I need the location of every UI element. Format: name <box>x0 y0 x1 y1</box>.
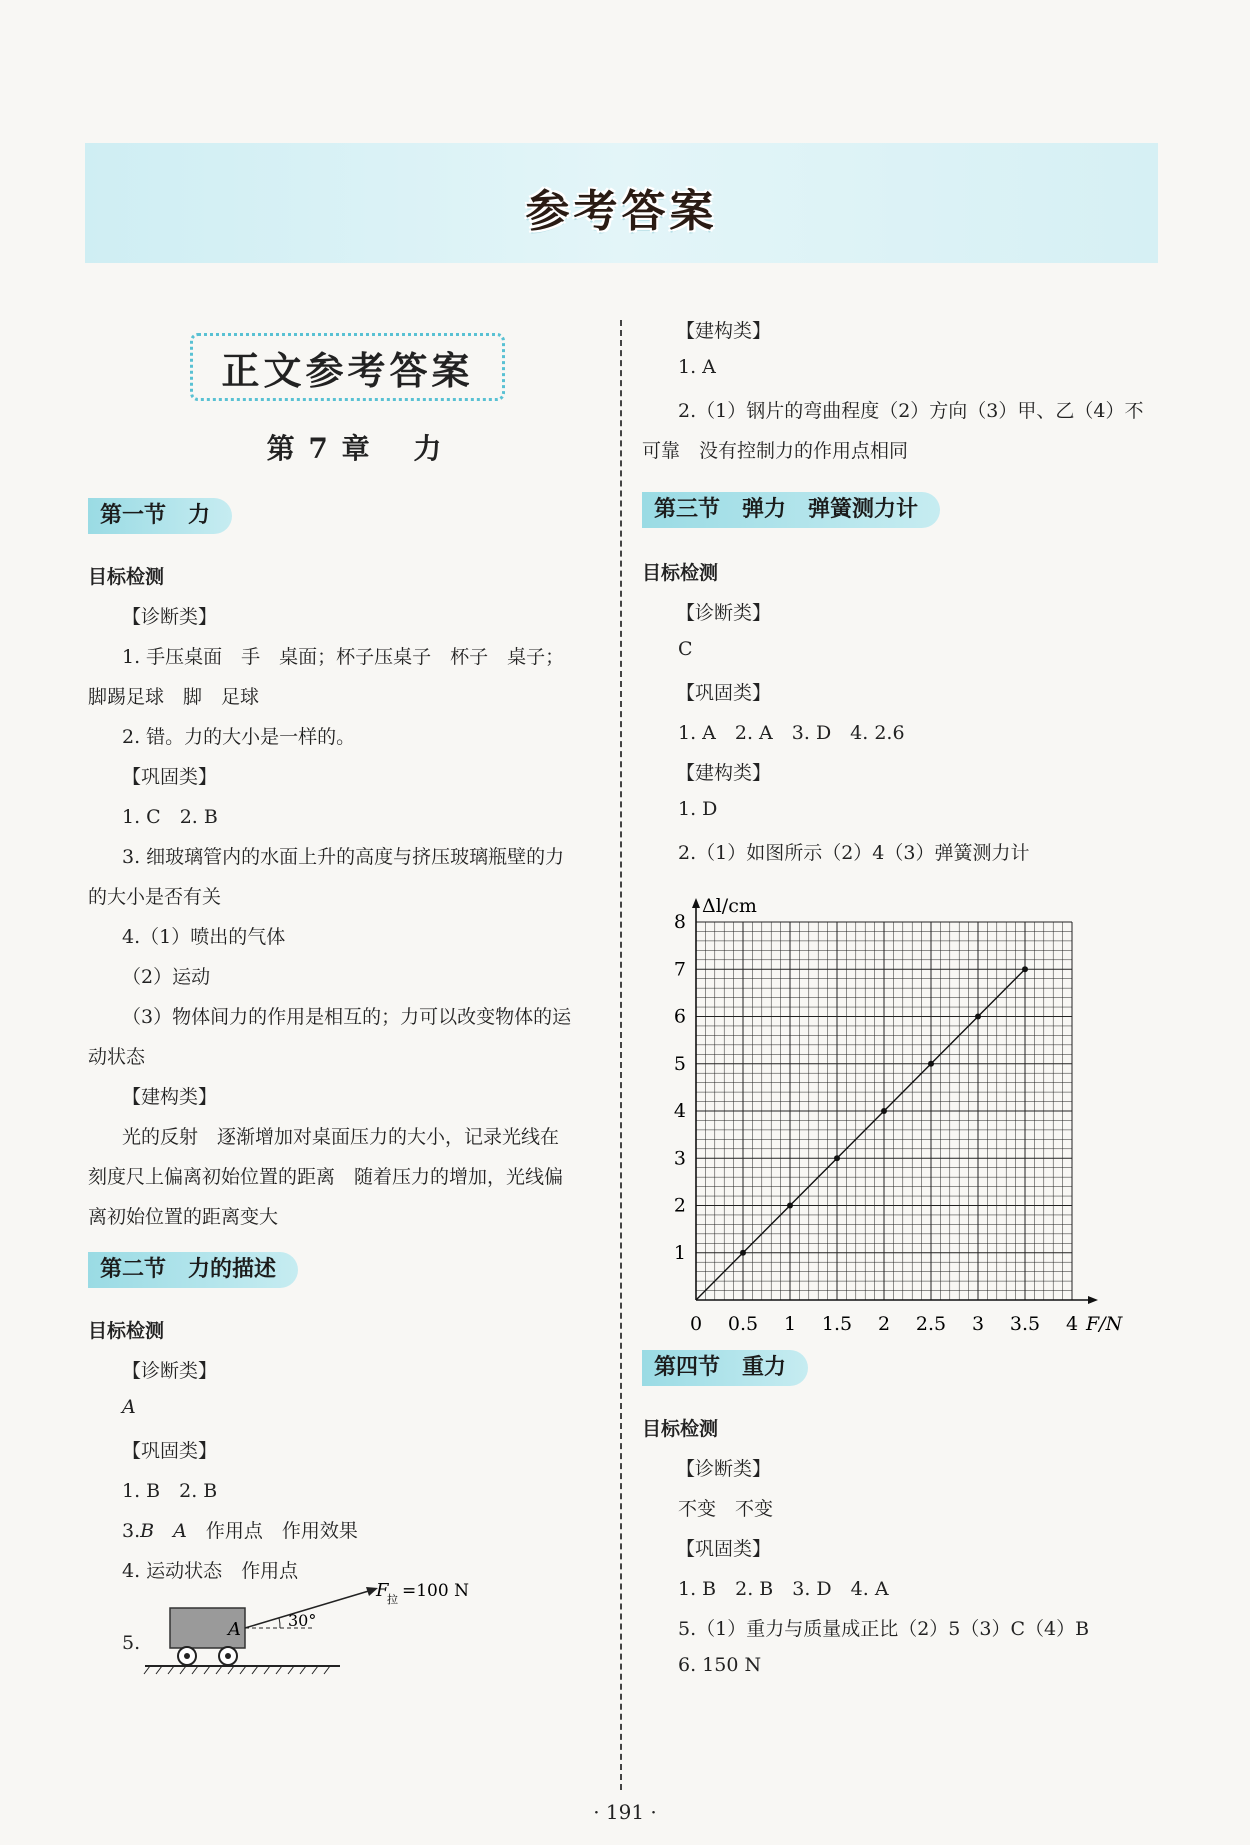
s3-diag-label: 【诊断类】 <box>676 602 772 624</box>
s2-c3-b: B <box>140 1520 155 1542</box>
s2b-b2b: 可靠 没有控制力的作用点相同 <box>642 440 909 462</box>
s1-b3: 离初始位置的距离变大 <box>88 1206 279 1228</box>
s2-c3-a: A <box>173 1520 187 1542</box>
s2-cons-label: 【巩固类】 <box>122 1440 218 1462</box>
s3-build-label: 【建构类】 <box>676 762 772 784</box>
s4-c1: 1. B 2. B 3. D 4. A <box>678 1578 889 1600</box>
x-axis-label: F/N <box>1086 1313 1123 1335</box>
s3-subheading: 目标检测 <box>642 562 719 584</box>
data-point <box>1022 966 1028 972</box>
section-heading-3: 第三节 弹力 弹簧测力计 <box>642 492 940 528</box>
s4-subheading: 目标检测 <box>642 1418 719 1440</box>
s2b-b1: 1. A <box>678 356 716 378</box>
data-point <box>881 1108 887 1114</box>
series-line <box>696 969 1025 1300</box>
force-subscript: 拉 <box>387 1593 398 1606</box>
data-point <box>975 1014 981 1020</box>
s2-c3 <box>122 1516 358 1543</box>
s1-build-label: 【建构类】 <box>122 1086 218 1108</box>
s1-c4c: （3）物体间力的作用是相互的；力可以改变物体的运 <box>122 1006 572 1028</box>
data-point <box>787 1203 793 1209</box>
y-tick-label: 1 <box>673 1241 686 1264</box>
cart-wheel-left-hub <box>184 1653 190 1659</box>
s4-d1: 不变 不变 <box>678 1498 774 1520</box>
x-tick-label: 1.5 <box>821 1313 853 1335</box>
data-point <box>928 1061 934 1067</box>
y-axis-label: Δl/cm <box>702 895 757 917</box>
x-tick-label: 0 <box>689 1313 703 1335</box>
s4-c5: 5.（1）重力与质量成正比（2）5（3）C（4）B <box>678 1618 1090 1640</box>
section-heading-2: 第二节 力的描述 <box>88 1252 298 1288</box>
x-axis-arrow <box>1088 1296 1098 1304</box>
s1-c1: 1. C 2. B <box>122 806 218 828</box>
data-point <box>834 1155 840 1161</box>
ground-hatch <box>144 1666 330 1674</box>
s1-subheading: 目标检测 <box>88 566 165 588</box>
s2-c3-rest: 作用点 作用效果 <box>205 1520 358 1542</box>
s1-d2: 2. 错。力的大小是一样的。 <box>122 726 356 748</box>
x-tick-label: 4 <box>1065 1313 1079 1335</box>
s2-diag-label: 【诊断类】 <box>122 1360 218 1382</box>
s3-b2: 2.（1）如图所示（2）4（3）弹簧测力计 <box>678 842 1030 864</box>
y-tick-label: 5 <box>673 1052 686 1075</box>
x-tick-label: 0.5 <box>727 1313 759 1335</box>
angle-arc <box>279 1618 280 1628</box>
s1-c4b: （2）运动 <box>122 966 211 988</box>
s2-d1: A <box>122 1396 136 1418</box>
s1-c3a: 3. 细玻璃管内的水面上升的高度与挤压玻璃瓶壁的力 <box>122 846 565 868</box>
s2-c3-num: 3. <box>122 1520 141 1542</box>
s3-b1: 1. D <box>678 798 718 820</box>
data-point <box>740 1250 746 1256</box>
s2b-build-label: 【建构类】 <box>676 320 772 342</box>
s2-c5-num: 5. <box>122 1632 141 1654</box>
s1-cons-label: 【巩固类】 <box>122 766 218 788</box>
section-heading-1: 第一节 力 <box>88 498 232 534</box>
section-heading-4: 第四节 重力 <box>642 1350 808 1386</box>
s4-c6: 6. 150 N <box>678 1654 762 1676</box>
s2-c4: 4. 运动状态 作用点 <box>122 1560 299 1582</box>
x-tick-label: 3 <box>971 1313 985 1335</box>
s2b-b2a: 2.（1）钢片的弯曲程度（2）方向（3）甲、乙（4）不 <box>678 400 1144 422</box>
s1-d1b: 脚踢足球 脚 足球 <box>88 686 260 708</box>
header-banner <box>85 143 1158 263</box>
cart-force-figure <box>140 1580 520 1690</box>
y-tick-label: 2 <box>673 1194 686 1217</box>
x-tick-label: 3.5 <box>1009 1313 1041 1335</box>
s3-cons-label: 【巩固类】 <box>676 682 772 704</box>
y-axis-arrow <box>692 898 700 908</box>
page-number: · 191 · <box>593 1800 657 1824</box>
x-tick-label: 2.5 <box>915 1313 947 1335</box>
s2-c1: 1. B 2. B <box>122 1480 218 1502</box>
angle-label: 30° <box>288 1611 317 1630</box>
y-tick-label: 4 <box>673 1100 686 1122</box>
s1-c3b: 的大小是否有关 <box>88 886 222 908</box>
s3-c1: 1. A 2. A 3. D 4. 2.6 <box>678 722 905 744</box>
spring-extension-chart <box>652 876 1132 1335</box>
y-tick-label: 7 <box>673 958 686 981</box>
y-tick-label: 8 <box>673 911 686 933</box>
chapter-title: 第 7 章 力 <box>266 432 444 465</box>
banner-title: 参考答案 <box>525 186 718 237</box>
s1-diag-label: 【诊断类】 <box>122 606 218 628</box>
s1-c4a: 4.（1）喷出的气体 <box>122 926 286 948</box>
y-tick-label: 6 <box>673 1005 686 1028</box>
block-label: A <box>228 1619 241 1640</box>
s3-d1: C <box>678 638 693 660</box>
y-tick-label: 3 <box>673 1147 686 1170</box>
main-title-box <box>190 333 505 401</box>
cart-wheel-right-hub <box>225 1653 231 1659</box>
force-symbol: F <box>376 1580 389 1601</box>
s4-diag-label: 【诊断类】 <box>676 1458 772 1480</box>
s1-b1: 光的反射 逐渐增加对桌面压力的大小，记录光线在 <box>122 1126 560 1148</box>
s2-subheading: 目标检测 <box>88 1320 165 1342</box>
s1-c4d: 动状态 <box>88 1046 146 1068</box>
x-tick-label: 1 <box>783 1313 797 1335</box>
s1-b2: 刻度尺上偏离初始位置的距离 随着压力的增加，光线偏 <box>88 1166 564 1188</box>
column-divider <box>620 320 622 1790</box>
force-value: =100 N <box>402 1581 469 1601</box>
s4-cons-label: 【巩固类】 <box>676 1538 772 1560</box>
main-title: 正文参考答案 <box>221 347 474 393</box>
s1-d1a: 1. 手压桌面 手 桌面；杯子压桌子 杯子 桌子； <box>122 646 565 668</box>
x-tick-label: 2 <box>877 1313 891 1335</box>
